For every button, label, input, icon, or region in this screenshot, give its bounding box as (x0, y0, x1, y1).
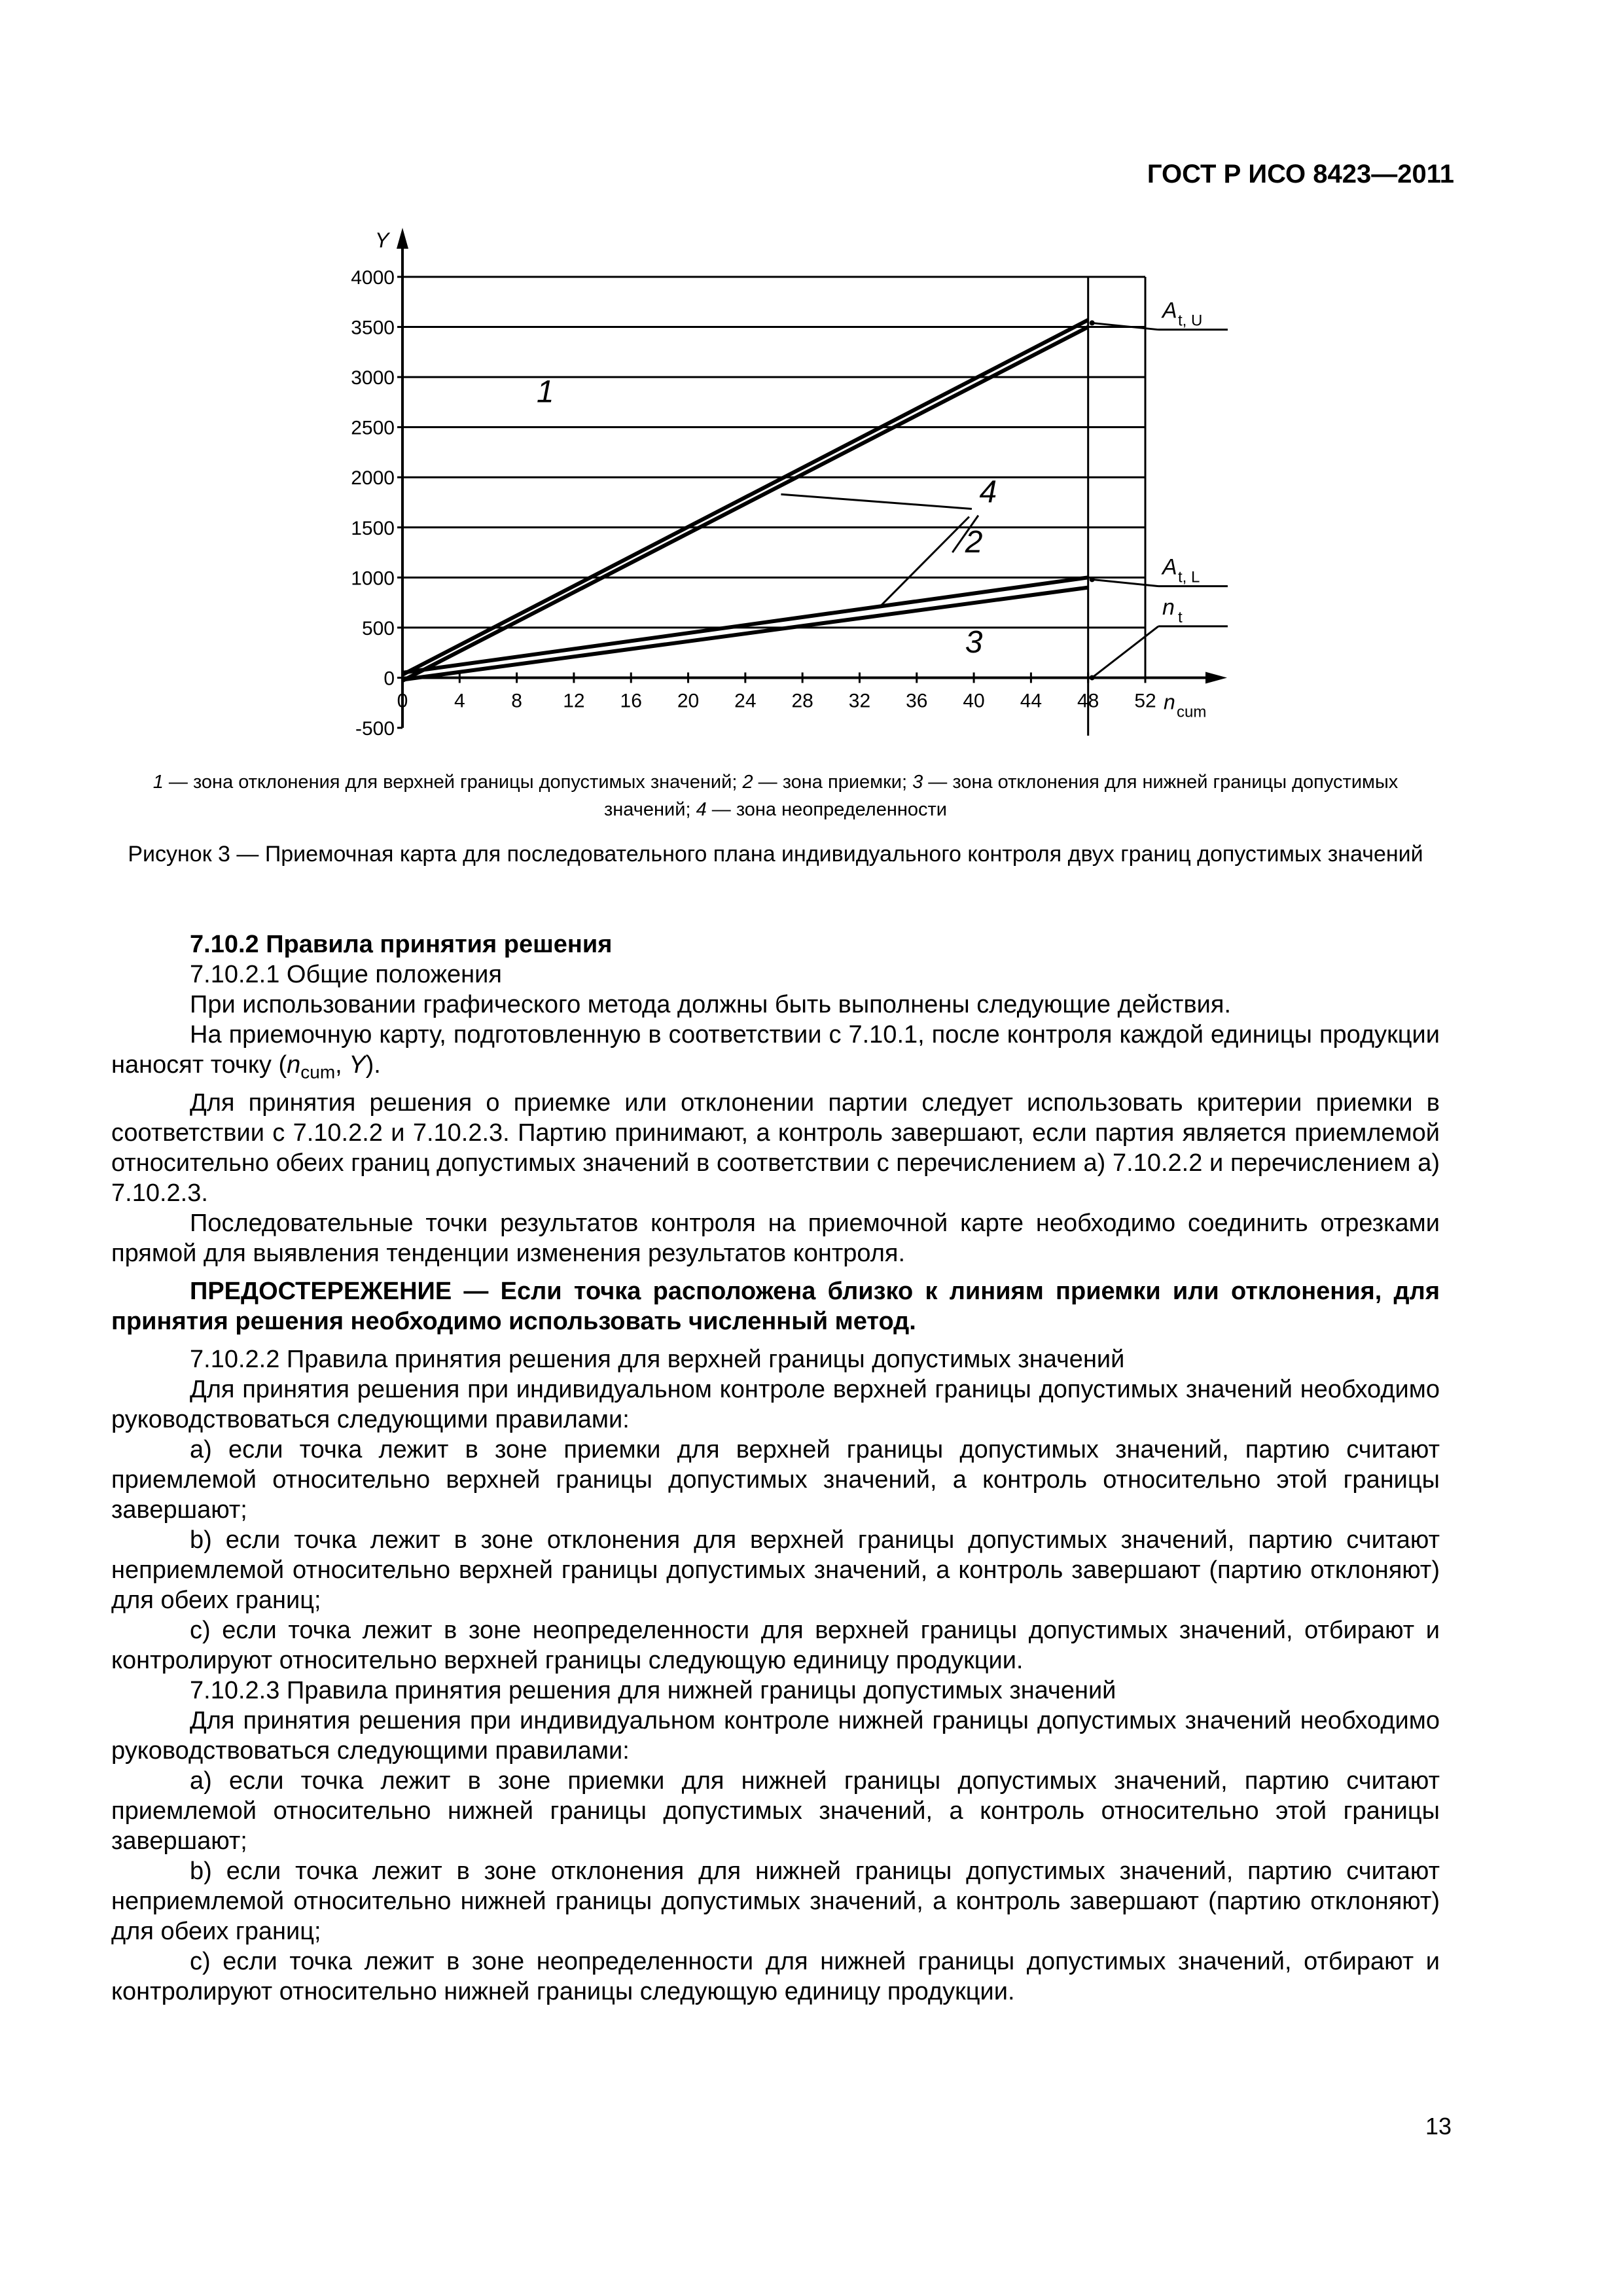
annotation-1-sub: t, U (1178, 312, 1203, 330)
y-tick-label: 2000 (351, 467, 395, 490)
annotation-2-sub: t, L (1178, 568, 1200, 586)
list-item: а) если точка лежит в зоне приемки для верхней границы допустимых значений, партию считают приемлемой относительно верхней границы допустимых значений, а контроль относительно этой границы завершают; (111, 1435, 1440, 1524)
paragraph: При использовании графического метода должны быть выполнены следующие действия. (190, 991, 1232, 1018)
y-tick-label: -500 (355, 718, 395, 740)
zone-label-2: 2 (965, 525, 983, 560)
x-axis-arrow (1205, 672, 1227, 683)
x-tick-label: 16 (620, 690, 642, 712)
section-heading-7-10-2: 7.10.2 Правила принятия решения (190, 931, 613, 958)
y-tick-label: 1000 (351, 567, 395, 590)
list-item: а) если точка лежит в зоне приемки для нижней границы допустимых значений, партию считают приемлемой относительно нижней границы допустимых значений, а контроль относительно этой границы завершают; (111, 1767, 1440, 1855)
x-tick-label: 32 (848, 690, 871, 712)
y-tick-label: 3500 (351, 317, 395, 339)
annotation-1-arrowhead (1090, 320, 1095, 325)
subsection-heading-7-10-2-1: 7.10.2.1 Общие положения (190, 961, 502, 988)
legend-text-4: — зона неопределенности (706, 799, 947, 820)
annotation-3-leader (1092, 626, 1158, 678)
list-item: b) если точка лежит в зоне отклонения для нижней границы допустимых значений, партию считают неприемлемой относительно нижней границы допустимых значений, а контроль завершают (партию отклоняют) для обеих границ; (111, 1857, 1440, 1945)
paragraph: Последовательные точки результатов контроля на приемочной карте необходимо соединить отрезками прямой для выявления тенденции изменения результатов контроля. (111, 1209, 1440, 1267)
x-tick-label: 40 (963, 690, 985, 712)
y-tick-label: 0 (383, 668, 395, 690)
list-item: с) если точка лежит в зоне неопределенности для нижней границы допустимых значений, отбирают и контролируют относительно нижней границы следующую единицу продукции. (111, 1947, 1440, 2005)
x-tick-label: 28 (791, 690, 813, 712)
math-y: Y (349, 1051, 366, 1079)
y-axis-label: Y (375, 228, 389, 252)
x-tick-label: 48 (1077, 690, 1099, 712)
y-tick-label: 3000 (351, 367, 395, 389)
x-tick-label: 52 (1134, 690, 1156, 712)
x-tick-label: 0 (397, 690, 408, 712)
zone-label-3: 3 (965, 625, 983, 660)
zone-label-1: 1 (536, 374, 554, 410)
x-tick-label: 44 (1020, 690, 1043, 712)
y-axis-arrow (397, 228, 408, 249)
x-tick-label: 20 (677, 690, 700, 712)
math-sub-cum: cum (300, 1062, 336, 1083)
annotation-2-main: A (1162, 554, 1177, 580)
paragraph: Для принятия решения при индивидуальном контроле верхней границы допустимых значений необходимо руководствоваться следующими правилами: (111, 1375, 1440, 1433)
document-id: ГОСТ Р ИСО 8423—2011 (1147, 160, 1454, 188)
zone-4-leader-upper (781, 494, 971, 509)
paragraph: Для принятия решения при индивидуальном контроле нижней границы допустимых значений необходимо руководствоваться следующими правилами: (111, 1706, 1440, 1765)
annotation-3-sub: t (1178, 608, 1183, 626)
legend-num-2: 2 (742, 772, 753, 793)
text-run: , (335, 1051, 349, 1079)
legend-text-2: — зона приемки; (753, 772, 913, 793)
x-tick-label: 12 (563, 690, 585, 712)
paragraph-point (111, 1020, 1440, 1088)
figure-legend (111, 768, 1440, 823)
series-line-4 (402, 588, 1088, 680)
zone-label-4: 4 (979, 475, 997, 510)
annotation-1-main: A (1162, 298, 1177, 323)
annotation-3-arrowhead (1090, 675, 1095, 680)
chart-grid (402, 277, 1145, 736)
y-tick-label: 4000 (351, 267, 395, 289)
series-line-3 (402, 577, 1088, 672)
legend-text-1: — зона отклонения для верхней границы допустимых значений; (163, 772, 743, 793)
list-item: с) если точка лежит в зоне неопределенности для верхней границы допустимых значений, отбирают и контролируют относительно верхней границы следующую единицу продукции. (111, 1616, 1440, 1674)
acceptance-chart (340, 223, 1257, 759)
text-run: ). (365, 1051, 381, 1079)
figure-caption: Рисунок 3 — Приемочная карта для последовательного плана индивидуального контроля двух границ допустимых значений (128, 842, 1423, 867)
x-axis-label: n (1164, 690, 1175, 714)
paragraph: Для принятия решения о приемке или отклонении партии следует использовать критерии приемки в соответствии с 7.10.2.2 и 7.10.2.3. Партию принимают, а контроль завершают, если партия является приемлемой относительно обеих границ допустимых значений в соответствии с перечислением а) 7.10.2.2 и перечислением а) 7.10.2.3. (111, 1088, 1440, 1207)
text-run: На приемочную карту, подготовленную в соответствии с 7.10.1, после контроля каждой единицы продукции наносят точку ( (111, 1021, 1440, 1079)
legend-text-3: — зона отклонения для нижней границы допустимых значений; (603, 772, 1399, 820)
subsection-heading-7-10-2-2: 7.10.2.2 Правила принятия решения для верхней границы допустимых значений (190, 1345, 1125, 1373)
page-number: 13 (1425, 2113, 1452, 2140)
warning: ПРЕДОСТЕРЕЖЕНИЕ — Если точка расположена близко к линиям приемки или отклонения, для принятия решения необходимо использовать численный метод. (111, 1277, 1440, 1335)
body-text (111, 929, 1440, 2007)
x-axis-label-sub: cum (1177, 703, 1207, 721)
annotation-2-arrowhead (1090, 577, 1095, 582)
x-tick-label: 24 (734, 690, 757, 712)
subsection-heading-7-10-2-3: 7.10.2.3 Правила принятия решения для нижней границы допустимых значений (190, 1676, 1116, 1704)
x-tick-label: 8 (511, 690, 522, 712)
legend-num-4: 4 (696, 799, 707, 820)
y-tick-label: 1500 (351, 517, 395, 539)
math-n: n (287, 1051, 301, 1079)
zone-4-leader-lower-band (881, 517, 969, 606)
legend-num-3: 3 (912, 772, 923, 793)
y-tick-label: 500 (361, 617, 395, 639)
annotation-2-leader (1092, 579, 1158, 586)
x-tick-label: 36 (906, 690, 928, 712)
legend-num-1: 1 (152, 772, 164, 793)
list-item: b) если точка лежит в зоне отклонения для верхней границы допустимых значений, партию считают неприемлемой относительно верхней границы допустимых значений, а контроль завершают (партию отклоняют) для обеих границ; (111, 1526, 1440, 1614)
annotation-3-main: n (1162, 594, 1175, 620)
y-tick-label: 2500 (351, 417, 395, 439)
x-tick-label: 4 (454, 690, 465, 712)
